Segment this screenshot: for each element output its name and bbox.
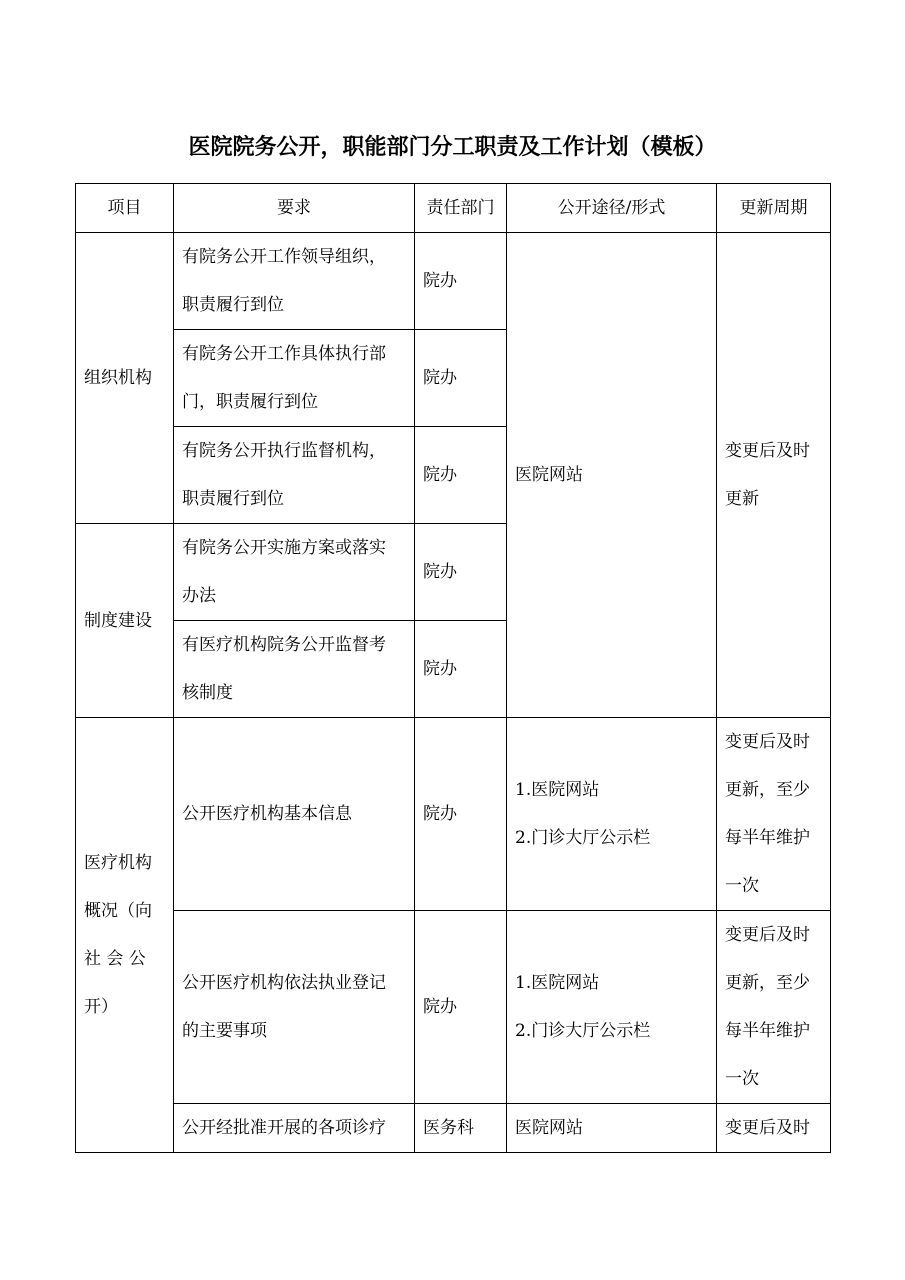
channel-cell: 1.医院网站 2.门诊大厅公示栏 [507,718,717,911]
department-cell: 院办 [415,330,507,427]
department-cell: 院办 [415,427,507,524]
page-title: 医院院务公开，职能部门分工职责及工作计划（模板） [188,135,717,160]
cycle-cell: 变更后及时 更新 [717,233,831,718]
department-cell: 院办 [415,524,507,621]
table-header-row [76,184,831,233]
requirement-cell: 公开经批准开展的各项诊疗 [174,1104,415,1153]
channel-cell: 医院网站 [507,1104,717,1153]
table-row [76,911,831,1104]
header-department: 责任部门 [415,184,507,233]
responsibility-table [75,183,831,1153]
requirement-cell: 有院务公开工作具体执行部 门，职责履行到位 [174,330,415,427]
department-cell: 医务科 [415,1104,507,1153]
channel-cell: 1.医院网站 2.门诊大厅公示栏 [507,911,717,1104]
channel-cell: 医院网站 [507,233,717,718]
requirement-cell: 有院务公开工作领导组织， 职责履行到位 [174,233,415,330]
header-cycle: 更新周期 [717,184,831,233]
table-row [76,718,831,911]
item-cell: 组织机构 [76,233,174,524]
department-cell: 院办 [415,233,507,330]
department-cell: 院办 [415,621,507,718]
requirement-cell: 公开医疗机构依法执业登记 的主要事项 [174,911,415,1104]
cycle-cell: 变更后及时 更新，至少 每半年维护 一次 [717,911,831,1104]
department-cell: 院办 [415,911,507,1104]
header-channel: 公开途径/形式 [507,184,717,233]
requirement-cell: 有医疗机构院务公开监督考 核制度 [174,621,415,718]
item-cell: 医疗机构 概况（向 社 会 公 开） [76,718,174,1153]
requirement-cell: 有院务公开实施方案或落实 办法 [174,524,415,621]
header-requirement: 要求 [174,184,415,233]
table-row [76,233,831,330]
requirement-cell: 公开医疗机构基本信息 [174,718,415,911]
requirement-cell: 有院务公开执行监督机构， 职责履行到位 [174,427,415,524]
table-row [76,1104,831,1153]
item-cell: 制度建设 [76,524,174,718]
header-item: 项目 [76,184,174,233]
cycle-cell: 变更后及时 更新，至少 每半年维护 一次 [717,718,831,911]
cycle-cell: 变更后及时 [717,1104,831,1153]
department-cell: 院办 [415,718,507,911]
